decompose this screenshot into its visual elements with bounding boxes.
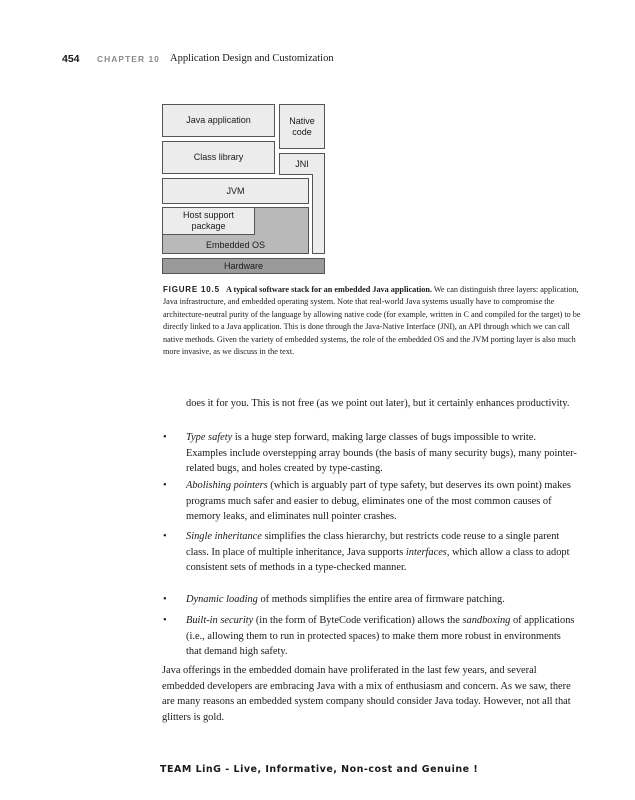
list-item	[163, 592, 578, 608]
bullet-text-secondary: , which allow a class to adopt consistent sets of methods in a type-checked manner.	[186, 546, 570, 574]
list-item	[163, 478, 578, 525]
bullet-text-secondary: of applications (i.e., allowing them to run in protected spaces) to make them more robust in environments that demand high safety.	[186, 615, 575, 658]
bullet-term: Abolishing pointers	[186, 480, 268, 491]
closing-paragraph: Java offerings in the embedded domain have proliferated in the last few years, and several embedded developers are embracing Java with a mix of enthusiasm and concern. As we saw, there are many reasons an embedded system company should consider Java today. However, not all that glitters is gold.	[162, 665, 571, 723]
java-application-box: Java application	[162, 104, 275, 137]
class-library-box: Class library	[162, 141, 275, 174]
jni-box: JNI	[279, 153, 325, 254]
bullet-term: Single inheritance	[186, 531, 262, 542]
figure-label: FIGURE 10.5	[163, 285, 220, 294]
figure-caption	[163, 284, 588, 358]
bullet-term-secondary: interfaces	[405, 546, 447, 558]
list-item	[163, 613, 578, 660]
bullet-icon: •	[163, 531, 167, 542]
bullet-icon: •	[163, 594, 167, 605]
jvm-box: JVM	[162, 178, 309, 204]
bullet-term: Type safety	[186, 432, 233, 443]
bullet-text: (in the form of ByteCode verification) allows the	[253, 615, 463, 626]
figure-title: A typical software stack for an embedded Java application.	[225, 285, 432, 294]
bullet-icon: •	[163, 480, 167, 491]
bullet-term: Built-in security	[186, 615, 254, 626]
footer-watermark: TEAM LinG - Live, Informative, Non-cost and Genuine !	[160, 764, 479, 775]
bullet-text: of methods simplifies the entire area of firmware patching.	[257, 594, 505, 605]
bullet-term-secondary: sandboxing	[462, 615, 511, 626]
list-item	[163, 529, 578, 576]
bullet-text: simplifies the class hierarchy, but restricts code reuse to a single parent class. In place of multiple inheritance, Java supports	[186, 531, 560, 558]
chapter-label: CHAPTER 10	[97, 54, 160, 64]
bullet-term: Dynamic loading	[186, 594, 258, 605]
bullet-icon: •	[163, 615, 167, 626]
bullet-text: (which is arguably part of type safety, but deserves its own point) makes programs much safer and easier to debug, eliminates one of the most common causes of memory leaks, and eliminates null pointer crashes.	[186, 480, 571, 523]
figure-caption-text: We can distinguish three layers: application, Java infrastructure, and embedded operating system. Note that real-world Java systems usually have to compromise the architecture-neutral purity of the language by allowing native code (for example, written in C and compiled for the target) to be directly linked to a Java application. This is done through the Java-Native Interface (JNI), an API through which we can call native methods. Given the variety of embedded systems, the role of the embedded OS and the JVM porting layer is also much more invasive, as we discuss in the text.	[163, 285, 581, 357]
continuation-paragraph: does it for you. This is not free (as we point out later), but it certainly enhances productivity.	[186, 398, 570, 409]
chapter-title: Application Design and Customization	[170, 53, 334, 64]
page-number: 454	[62, 53, 80, 65]
embedded-os-box: Embedded OS	[162, 207, 309, 254]
bullet-icon: •	[163, 432, 167, 443]
hardware-box: Hardware	[162, 258, 325, 274]
native-code-box: Native code	[279, 104, 325, 149]
bullet-text: is a huge step forward, making large classes of bugs impossible to write. Examples include overstepping array bounds (the basis of many security bugs), many pointer-related bugs, and holes created by type-casting.	[186, 432, 577, 475]
list-item	[163, 430, 578, 477]
host-support-package-box: Host support package	[162, 207, 255, 235]
